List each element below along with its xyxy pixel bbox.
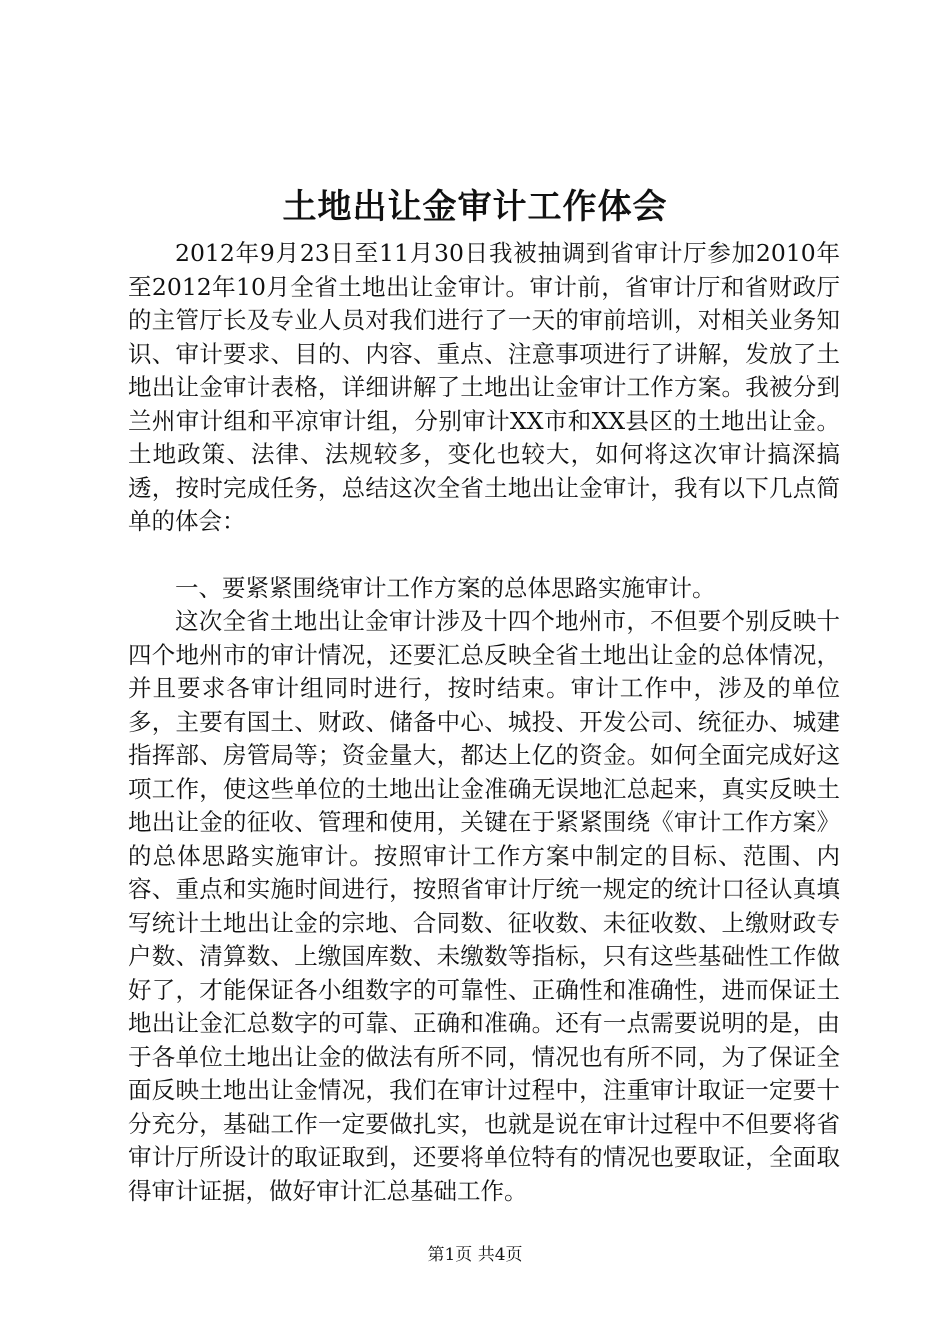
document-body bbox=[128, 237, 840, 1208]
section-heading-one: 一、要紧紧围绕审计工作方案的总体思路实施审计。 bbox=[175, 573, 716, 602]
paragraph-section-one: 这次全省土地出让金审计涉及十四个地州市，不但要个别反映十四个地州市的审计情况，还要汇总反映全省土地出让金的总体情况，并且要求各审计组同时进行，按时结束。审计工作中，涉及的单位多，主要有国土、财政、储备中心、城投、开发公司、统征办、城建指挥部、房管局等；资金量大，都达上亿的资金。如何全面完成好这项工作，使这些单位的土地出让金准确无误地汇总起来，真实反映土地出让金的征收、管理和使用，关键在于紧紧围绕《审计工作方案》的总体思路实施审计。按照审计工作方案中制定的目标、范围、内容、重点和实施时间进行，按照省审计厅统一规定的统计口径认真填写统计土地出让金的宗地、合同数、征收数、未征收数、上缴财政专户数、清算数、上缴国库数、未缴数等指标，只有这些基础性工作做好了，才能保证各小组数字的可靠性、正确性和准确性，进而保证土地出让金汇总数字的可靠、正确和准确。还有一点需要说明的是，由于各单位土地出让金的做法有所不同，情况也有所不同，为了保证全面反映土地出让金情况，我们在审计过程中，注重审计取证一定要十分充分，基础工作一定要做扎实，也就是说在审计过程中不但要将省审计厅所设计的取证取到，还要将单位特有的情况也要取证，全面取得审计证据，做好审计汇总基础工作。 bbox=[128, 607, 840, 1205]
page-number-footer: 第1页 共4页 bbox=[427, 1245, 523, 1265]
paragraph-intro: 2012年9月23日至11月30日我被抽调到省审计厅参加2010年至2012年10月全省土地出让金审计。审计前，省审计厅和省财政厅的主管厅长及专业人员对我们进行了一天的审前培训，对相关业务知识、审计要求、目的、内容、重点、注意事项进行了讲解，发放了土地出让金审计表格，详细讲解了土地出让金审计工作方案。我被分到兰州审计组和平凉审计组，分别审计XX市和XX县区的土地出让金。土地政策、法律、法规较多，变化也较大，如何将这次审计搞深搞透，按时完成任务，总结这次全省土地出让金审计，我有以下几点简单的体会： bbox=[128, 239, 840, 535]
document-title: 土地出让金审计工作体会 bbox=[282, 187, 668, 227]
